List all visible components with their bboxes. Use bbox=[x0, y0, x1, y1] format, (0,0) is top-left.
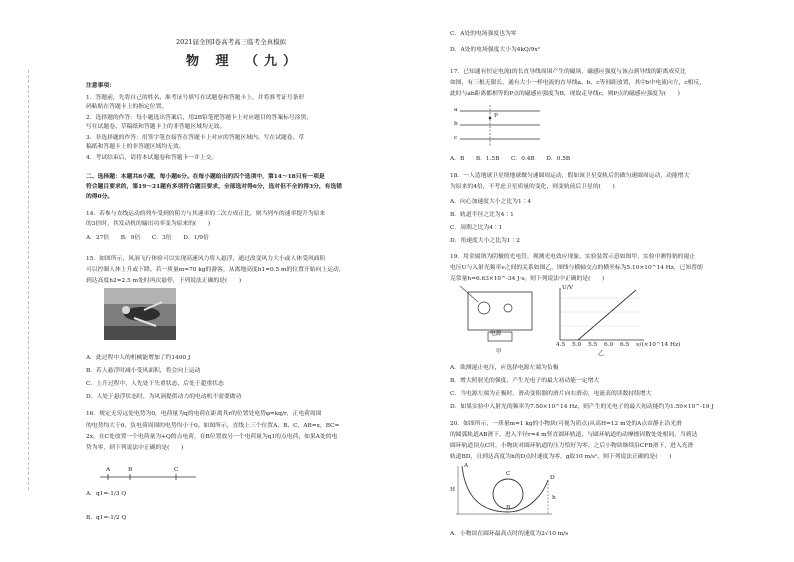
point-label-p: P bbox=[494, 113, 498, 119]
question-18-option: A．向心加速度大小之比为1∶4 bbox=[450, 199, 532, 205]
question-15-option: D．人处于悬浮状态时，为风洞提供动力的电动机不需要做功 bbox=[86, 394, 242, 400]
binding-margin bbox=[10, 70, 29, 490]
exam-title: 2021届全国Ⅰ卷高考高三临考全真模拟 bbox=[176, 38, 287, 46]
notice-line: 4．考试结束后，请将本试题卷和答题卡一并上交。 bbox=[86, 155, 218, 161]
question-20-option: A．小物块在圆环最高点时的速度为2√10 m/s bbox=[450, 531, 569, 537]
question-16-text: 2x，在C处放置一个电荷量为+Q的点电荷，在B位置放另一个电荷量为q1的点电荷，如果A处的电 bbox=[86, 434, 338, 440]
subject-title: 物 理 （九） bbox=[186, 54, 303, 69]
question-15-text: 到达高度h2=2.5 m处时再次悬停，下列说法正确的是( ) bbox=[86, 278, 242, 284]
left-column bbox=[86, 0, 404, 562]
wire-label-b: b bbox=[454, 121, 458, 127]
question-20-text: 的圆弧轨道AB滑下，进入半径r=4 m竖直圆环轨道，与圆环轨道的动摩擦因数处处相同，当到达 bbox=[450, 432, 698, 438]
question-16-text: 的电势均大于0，负电荷周围的电势均小于0。如图所示，直线上三个位置A、B、C，AB=x，BC= bbox=[86, 423, 340, 429]
question-19-text: 电压U与入射光频率ν之间的关系如图乙，图线与横轴交点的横坐标为5.10×10^14 Hz，已知普朗 bbox=[450, 265, 703, 271]
question-19-option: A．欲测遏止电压，应选择电源左端为负极 bbox=[450, 365, 559, 371]
question-19-option: B．增大照射光的强度，产生光电子的最大初动能一定增大 bbox=[450, 378, 600, 384]
question-19-text: 19．用金属钠为阴极的光电管，观测光电效应现象，实验装置示意如图甲，实验中测得钠的遏止 bbox=[450, 254, 696, 260]
graph-tick: 4.5 bbox=[556, 342, 566, 348]
figure-label-right: 乙 bbox=[598, 351, 604, 357]
section-heading: 二、选择题：本题共8小题，每小题6分。在每小题给出的四个选项中，第14～18只有一项是 bbox=[86, 174, 325, 180]
track-label-a: A bbox=[464, 463, 469, 469]
question-15-text: 可以控制人体上升或下降。若一质量m=70 kg的游客，从离地高度h1=0.5 m的位置开始向上运动， bbox=[86, 267, 345, 273]
question-16-text: 势为零，则下列说法中正确的是( ) bbox=[86, 445, 184, 451]
point-label-c: C bbox=[174, 467, 179, 473]
question-14-options: A．27倍 B．9倍 C．3倍 D．1/9倍 bbox=[86, 235, 209, 241]
right-column bbox=[440, 0, 758, 562]
loop-track-diagram bbox=[456, 462, 552, 518]
graph-tick: 6.5 bbox=[620, 342, 630, 348]
q17-wires-diagram bbox=[460, 103, 540, 149]
q16-line-diagram bbox=[98, 464, 198, 484]
question-20-text: 轨道BD，且到达高度为h的D点时速度为零，g取10 m/s²，则下列说法正确的是( ) bbox=[450, 454, 672, 460]
question-20-text: 20．如图所示，一质量m=1 kg的小物块(可视为质点)从高H=12 m处的A点由静止沿光滑 bbox=[450, 421, 682, 427]
graph-x-axis-label: ν/(×10^14 Hz) bbox=[636, 342, 681, 348]
question-16-text: 16．规定无穷远处电势为0，电荷量为q的电荷在距离其r的位置处电势φ=kq/r，正电荷周围 bbox=[86, 411, 322, 417]
power-source-label: 电源 bbox=[490, 331, 502, 337]
question-20-text: 圆环轨道顶点C时，小物块对圆环轨道的压力恰好为零。之后小物块继续沿CFB滑下，进入光滑 bbox=[450, 443, 694, 449]
wind-tunnel-photo bbox=[104, 288, 176, 340]
track-label-c: C bbox=[506, 471, 511, 477]
question-19-option: C．当电源左端为正极时，滑动变阻器的滑片向右滑动，电流表的读数持续增大 bbox=[450, 391, 652, 397]
point-label-b: B bbox=[128, 467, 133, 473]
graph-tick: 5.0 bbox=[572, 342, 582, 348]
question-18-option: B．轨道半径之比为4∶1 bbox=[450, 212, 514, 218]
question-16-option: C．A处的电场强度也为零 bbox=[450, 31, 517, 37]
graph-y-axis-label: U/V bbox=[562, 285, 574, 291]
graph-tick: 5.5 bbox=[588, 342, 598, 348]
question-18-text: 为原来的4倍，不考虑卫星质量的变化，则变轨前后卫星的( ) bbox=[450, 184, 615, 190]
height-label-small-h: h bbox=[552, 495, 556, 501]
question-16-option: B．q1=-1/2 Q bbox=[86, 515, 127, 521]
question-16-option: D．A处的电场强度大小为4kQ/9x² bbox=[450, 47, 540, 53]
question-17-options: A．B B．1.5B C．0.4B D．0.5B bbox=[450, 156, 571, 162]
question-17-text: 此时与ab距离都相等的P点的磁感应强度为B，现取走导线c，则P点的磁感应强度为( ) bbox=[450, 91, 680, 97]
notice-line: 稿纸和答题卡上的非答题区域均无效。 bbox=[86, 144, 185, 150]
notice-line: 码粘贴在答题卡上的指定位置。 bbox=[86, 104, 168, 110]
question-15-option: A．此过程中人的机械能增加了约1400 J bbox=[86, 355, 191, 361]
question-14-text: 14．若参与直线运动的列车受到的阻力与其速率的二次方成正比，则当列车的速率提升为原来 bbox=[86, 211, 326, 217]
question-15-text: 15．如图所示，风洞飞行体验可以实现高速风力将人悬浮，通过改变风力大小或人体受风面积 bbox=[86, 256, 326, 262]
question-18-option: D．角速度大小之比为1∶2 bbox=[450, 238, 520, 244]
question-18-text: 18．一人造地球卫星绕地球做匀速圆周运动，假如该卫星变轨后仍做匀速圆周运动，动能增大 bbox=[450, 173, 690, 179]
question-19-text: 克常量h=6.63×10^-34 J·s。则下列说法中正确的是( ) bbox=[450, 276, 605, 282]
notice-line: 1．答题前，先将自己的姓名、准考证号填写在试题卷和答题卡上，并将准考证号条形 bbox=[86, 95, 305, 101]
question-18-option: C．周期之比为4∶1 bbox=[450, 225, 503, 231]
notice-line: 写在试题卷、草稿纸和答题卡上的非答题区域均无效。 bbox=[86, 124, 226, 130]
point-label-a: A bbox=[106, 467, 111, 473]
section-heading: 的得0分。 bbox=[86, 194, 114, 200]
question-17-text: 如图，有三根无限长、通有大小一样电流的直导线a、b、c等间距放置，其中b中电流向左，c相反， bbox=[450, 80, 706, 86]
section-heading: 符合题目要求的，第19～21题有多项符合题目要求，全部选对得6分，选对但不全的得3分，有选错 bbox=[86, 184, 343, 190]
question-15-option: C．上升过程中，人先处于失重状态，后处于超重状态 bbox=[86, 381, 224, 387]
question-17-text: 17．已知通有恒定电流I的长直导线周围产生的磁场，磁感应强度与该点到导线的距离成反比 bbox=[450, 69, 686, 75]
notice-heading: 注意事项： bbox=[86, 83, 115, 89]
height-label-big-h: H bbox=[450, 487, 456, 493]
question-14-text: 的3倍时，其发动机的输出功率变为原来的( ) bbox=[86, 221, 211, 227]
question-15-option: B．若人悬浮时减小受风面积，将会向上运动 bbox=[86, 368, 201, 374]
figure-label-left: 甲 bbox=[496, 349, 502, 355]
track-label-d: D bbox=[550, 475, 555, 481]
question-19-option: D．如果实验中入射光的频率为7.50×10^14 Hz，则产生的光电子的最大初动能约为1.59×10^-19 J bbox=[450, 404, 714, 410]
stopping-voltage-graph bbox=[556, 286, 646, 348]
track-label-b: B bbox=[506, 505, 511, 511]
notice-line: 2．选择题的作答：每小题选出答案后，用2B铅笔把答题卡上对应题目的答案标号涂黑， bbox=[86, 115, 313, 121]
question-16-option: A．q1=-1/3 Q bbox=[86, 491, 127, 497]
wire-label-a: a bbox=[454, 107, 458, 113]
wire-label-c: c bbox=[454, 135, 458, 141]
graph-tick: 6.0 bbox=[604, 342, 614, 348]
notice-line: 3．非选择题的作答：用签字笔直接答在答题卡上对应的答题区域内。写在试题卷、草 bbox=[86, 135, 305, 141]
